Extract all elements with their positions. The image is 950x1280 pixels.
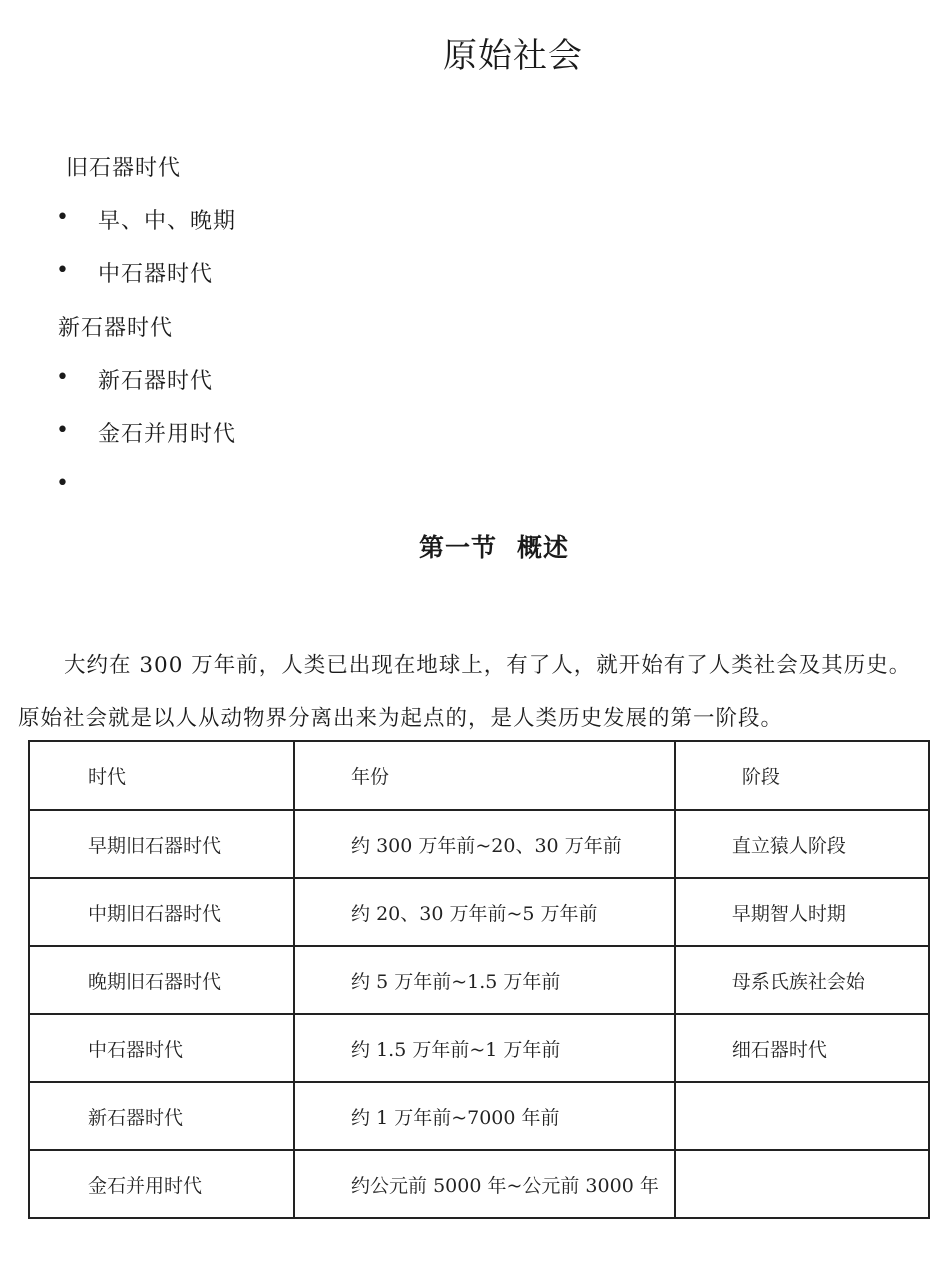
table-cell: 母系氏族社会始 [675,946,929,1014]
table-cell: 直立猿人阶段 [675,810,929,878]
bullet-icon: • [56,418,69,443]
table-cell: 约公元前 5000 年~公元前 3000 年 [294,1150,675,1218]
table-header-cell: 年份 [294,741,675,810]
table-cell: 晚期旧石器时代 [29,946,294,1014]
table-header-cell: 时代 [29,741,294,810]
bullet-icon: • [56,258,69,283]
outline-item: 早、中、晚期 [98,209,237,234]
table-cell: 约 300 万年前~20、30 万年前 [294,810,675,878]
document-title: 原始社会 [443,36,583,76]
section-title [0,528,950,564]
table-row [29,946,929,1014]
outline-item: 中石器时代 [98,262,214,287]
bullet-icon: • [56,471,69,496]
outline-item: 新石器时代 [98,369,214,394]
table-cell [675,1150,929,1218]
paragraph-line: 大约在 300 万年前，人类已出现在地球上，有了人，就开始有了人类社会及其历史。 [64,653,912,678]
outline-heading-paleolithic: 旧石器时代 [66,156,182,181]
table-cell: 约 1.5 万年前~1 万年前 [294,1014,675,1082]
paragraph-line: 原始社会就是以人从动物界分离出来为起点的，是人类历史发展的第一阶段。 [18,706,784,731]
section-number: 第一节 [418,533,497,562]
table-cell: 金石并用时代 [29,1150,294,1218]
table-cell: 早期智人时期 [675,878,929,946]
table-cell [675,1082,929,1150]
bullet-icon: • [56,365,69,390]
table-row [29,878,929,946]
outline-item: 金石并用时代 [98,422,237,447]
section-name: 概述 [517,533,570,562]
table-row [29,1082,929,1150]
table-cell: 中石器时代 [29,1014,294,1082]
table-row [29,1014,929,1082]
table-cell: 中期旧石器时代 [29,878,294,946]
table-cell: 新石器时代 [29,1082,294,1150]
table-row [29,810,929,878]
table-cell: 约 1 万年前~7000 年前 [294,1082,675,1150]
table-row [29,1150,929,1218]
table-header-row [29,741,929,810]
table-header-cell: 阶段 [675,741,929,810]
table-cell: 细石器时代 [675,1014,929,1082]
bullet-icon: • [56,205,69,230]
era-table [28,740,930,1219]
table-cell: 约 20、30 万年前~5 万年前 [294,878,675,946]
table-cell: 约 5 万年前~1.5 万年前 [294,946,675,1014]
table-cell: 早期旧石器时代 [29,810,294,878]
outline-heading-neolithic: 新石器时代 [58,316,174,341]
